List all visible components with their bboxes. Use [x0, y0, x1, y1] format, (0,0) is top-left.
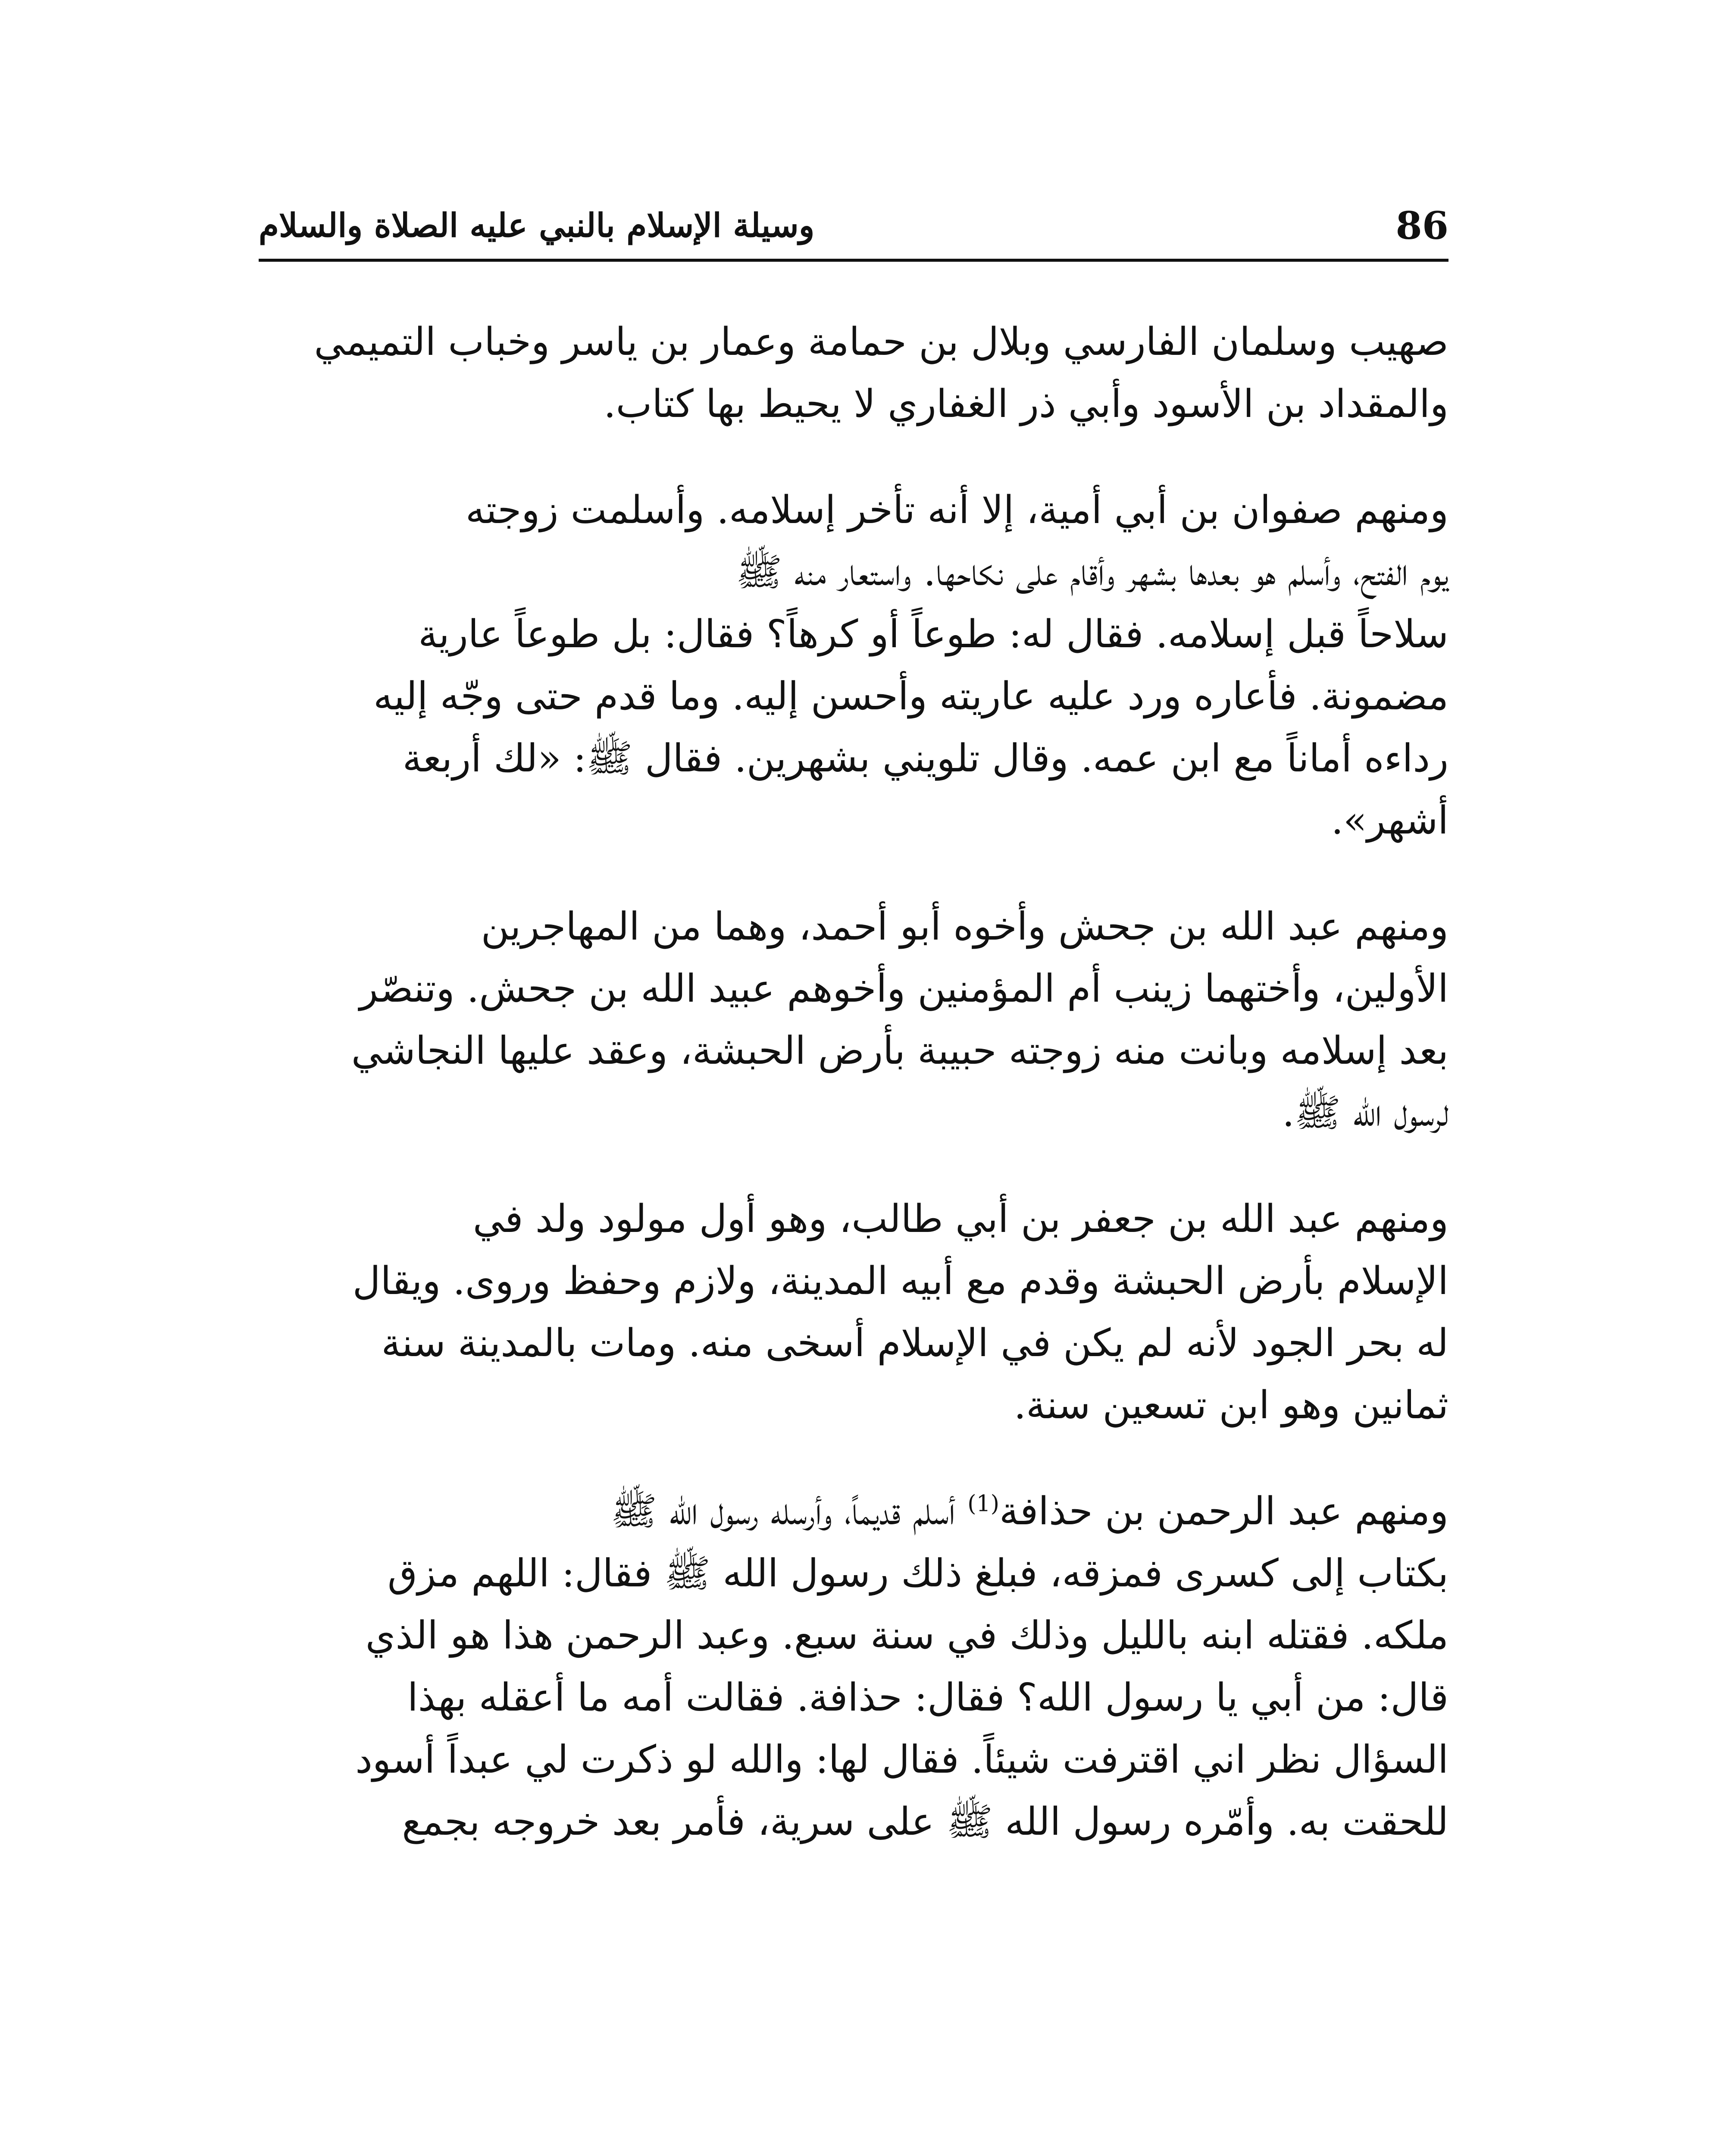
- text-line: مضمونة. فأعاره ورد عليه عاريته وأحسن إليه. وما قدم حتى وجّه إليه: [373, 674, 1448, 718]
- paragraph: [259, 1480, 1448, 1852]
- text-line: سلاحاً قبل إسلامه. فقال له: طوعاً أو كرهاً؟ فقال: بل طوعاً عارية: [418, 611, 1448, 656]
- text-line: [259, 1480, 1448, 1542]
- paragraph: [259, 310, 1448, 435]
- paragraph: [259, 1188, 1448, 1436]
- text-line: ومنهم عبد الله بن جعفر بن أبي طالب، وهو أول مولود ولد في: [472, 1196, 1448, 1241]
- paragraph: [259, 479, 1448, 851]
- text-line: له بحر الجود لأنه لم يكن في الإسلام أسخى منه. ومات بالمدينة سنة: [381, 1320, 1448, 1365]
- text-line: للحقت به. وأمّره رسول الله ﷺ على سرية، فأمر بعد خروجه بجمع: [402, 1799, 1448, 1844]
- text-line: ومنهم عبد الله بن جحش وأخوه أبو أحمد، وهما من المهاجرين: [481, 904, 1448, 949]
- text-line: صهيب وسلمان الفارسي وبلال بن حمامة وعمار بن ياسر وخباب التميمي: [314, 319, 1448, 364]
- text-line: رداءه أماناً مع ابن عمه. وقال تلويني بشهرين. فقال ﷺ: «لك أربعة: [402, 736, 1448, 780]
- text-line: أشهر».: [1331, 798, 1448, 843]
- text-line: لرسول الله ﷺ.: [1282, 1090, 1448, 1135]
- text-line: بكتاب إلى كسرى فمزقه، فبلغ ذلك رسول الله ﷺ فقال: اللهم مزق: [388, 1551, 1448, 1595]
- text-line: قال: من أبي يا رسول الله؟ فقال: حذافة. فقالت أمه ما أعقله بهذا: [407, 1675, 1448, 1720]
- text-line: الأولين، وأختهما زينب أم المؤمنين وأخوهم عبيد الله بن جحش. وتنصّر: [359, 966, 1448, 1011]
- main-text: [259, 310, 1448, 1896]
- page-number: 86: [1395, 203, 1448, 248]
- text-line: السؤال نظر اني اقترفت شيئاً. فقال لها: والله لو ذكرت لي عبداً أسود: [355, 1737, 1448, 1782]
- text-segment: ومنهم عبد الرحمن بن حذافة: [999, 1489, 1448, 1533]
- text-line: بعد إسلامه وبانت منه زوجته حبيبة بأرض الحبشة، وعقد عليها النجاشي: [351, 1028, 1448, 1073]
- text-line: ثمانين وهو ابن تسعين سنة.: [1014, 1382, 1448, 1427]
- text-line: يوم الفتح، وأسلم هو بعدها بشهر وأقام على نكاحها. واستعار منه ﷺ: [735, 549, 1448, 594]
- text-segment: أسلم قديماً، وأرسله رسول الله ﷺ: [610, 1489, 968, 1533]
- running-title: وسيلة الإسلام بالنبي عليه الصلاة والسلام: [259, 206, 815, 244]
- text-line: ومنهم صفوان بن أبي أمية، إلا أنه تأخر إسلامه. وأسلمت زوجته: [465, 487, 1448, 532]
- header-divider: [259, 259, 1448, 262]
- paragraph: [259, 895, 1448, 1144]
- text-line: الإسلام بأرض الحبشة وقدم مع أبيه المدينة، ولازم وحفظ وروى. ويقال: [352, 1258, 1448, 1303]
- text-line: والمقداد بن الأسود وأبي ذر الغفاري لا يحيط بها كتاب.: [604, 381, 1448, 426]
- text-line: ملكه. فقتله ابنه بالليل وذلك في سنة سبع. وعبد الرحمن هذا هو الذي: [365, 1613, 1448, 1658]
- footnote-reference: (1): [967, 1491, 999, 1517]
- running-header: [259, 196, 1448, 261]
